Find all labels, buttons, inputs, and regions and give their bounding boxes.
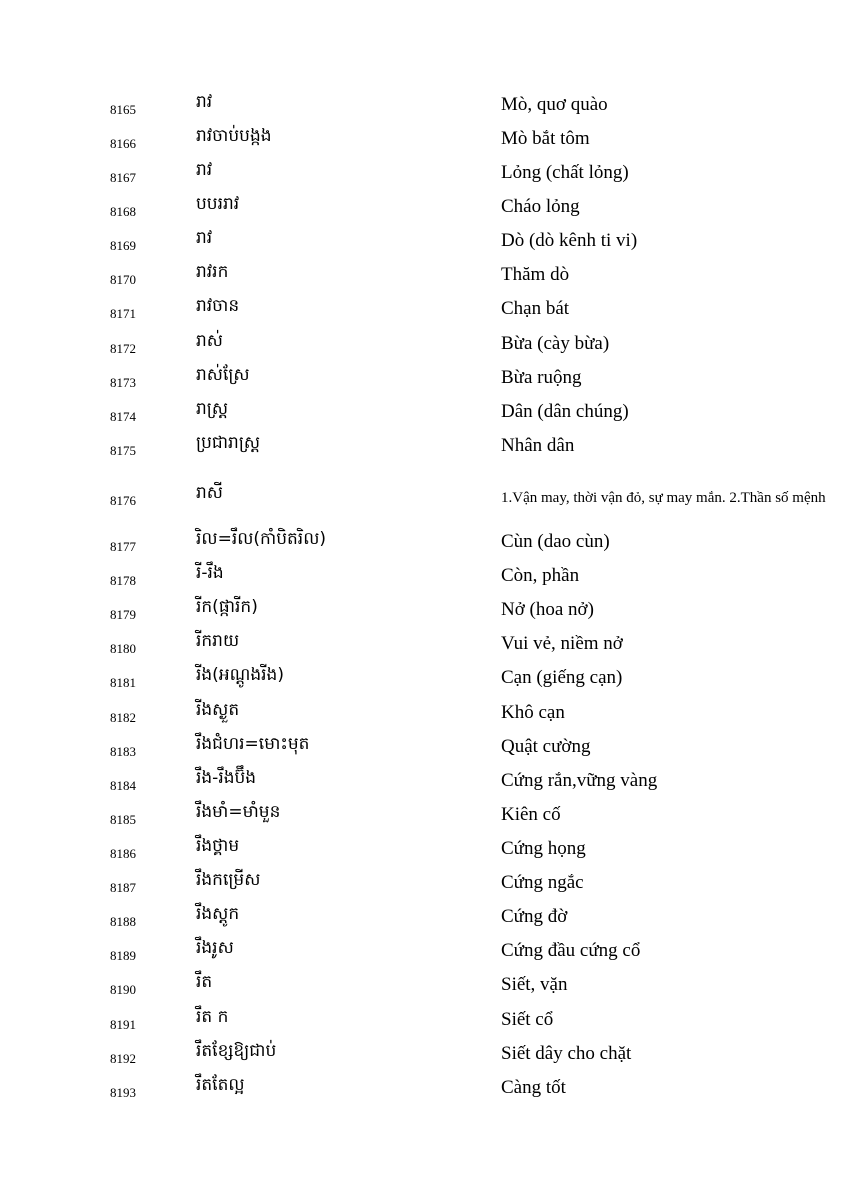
vietnamese-meaning: Siết cổ bbox=[501, 1009, 554, 1030]
vietnamese-meaning: Vui vẻ, niềm nở bbox=[501, 633, 623, 654]
entry-number: 8174 bbox=[110, 409, 136, 424]
entry-number: 8187 bbox=[110, 880, 136, 895]
khmer-word: រីងស្ងួត bbox=[196, 700, 240, 720]
vietnamese-meaning: Bừa ruộng bbox=[501, 367, 582, 388]
entry-number: 8185 bbox=[110, 812, 136, 827]
vietnamese-meaning: Còn, phần bbox=[501, 565, 580, 586]
vietnamese-meaning: Nhân dân bbox=[501, 435, 575, 456]
vietnamese-meaning: Nở (hoa nở) bbox=[501, 599, 594, 620]
entry-number: 8166 bbox=[110, 136, 136, 151]
table-row bbox=[0, 296, 848, 330]
table-row bbox=[0, 331, 848, 365]
khmer-word: រាស្ត្រ bbox=[196, 399, 229, 419]
entry-number: 8171 bbox=[110, 306, 136, 321]
entry-number: 8177 bbox=[110, 539, 136, 554]
vietnamese-meaning: Cứng họng bbox=[501, 838, 586, 859]
table-row bbox=[0, 904, 848, 938]
vietnamese-meaning: Mò, quơ quào bbox=[501, 94, 608, 115]
khmer-word: រាសី bbox=[196, 483, 223, 503]
entry-number: 8179 bbox=[110, 607, 136, 622]
vietnamese-meaning: Cứng đờ bbox=[501, 906, 568, 927]
entry-number: 8180 bbox=[110, 641, 136, 656]
khmer-word: រាវចាប់បង្កង bbox=[196, 126, 272, 146]
table-row bbox=[0, 1075, 848, 1109]
entry-number: 8176 bbox=[110, 493, 136, 508]
khmer-word: រឹតតែល្អ bbox=[196, 1075, 245, 1095]
table-row bbox=[0, 734, 848, 768]
table-row bbox=[0, 563, 848, 597]
table-row bbox=[0, 768, 848, 802]
vietnamese-meaning: Cạn (giếng cạn) bbox=[501, 667, 623, 688]
vietnamese-meaning: Lỏng (chất lỏng) bbox=[501, 162, 629, 183]
khmer-word: រឹង-រឹងប៊ឹង bbox=[196, 768, 257, 788]
table-row bbox=[0, 972, 848, 1006]
khmer-word: រឹត ក bbox=[196, 1007, 229, 1027]
entry-number: 8169 bbox=[110, 238, 136, 253]
entry-number: 8178 bbox=[110, 573, 136, 588]
table-row bbox=[0, 836, 848, 870]
table-row bbox=[0, 92, 848, 126]
entry-number: 8183 bbox=[110, 744, 136, 759]
table-row bbox=[0, 194, 848, 228]
vietnamese-meaning: Thăm dò bbox=[501, 264, 570, 285]
vietnamese-meaning: Chạn bát bbox=[501, 298, 570, 319]
table-row bbox=[0, 1007, 848, 1041]
entry-number: 8190 bbox=[110, 982, 136, 997]
khmer-word: រីក(ផ្ការីក) bbox=[196, 597, 258, 617]
table-row bbox=[0, 228, 848, 262]
khmer-word: ប្រជារាស្ត្រ bbox=[196, 433, 261, 453]
entry-number: 8175 bbox=[110, 443, 136, 458]
entry-number: 8193 bbox=[110, 1085, 136, 1100]
khmer-word: រឹត bbox=[196, 972, 213, 992]
khmer-word: រាវចាន bbox=[196, 296, 240, 316]
khmer-word: រឹងជំហរ=មោះមុត bbox=[196, 734, 310, 754]
khmer-word: បបររាវ bbox=[196, 194, 240, 214]
vietnamese-meaning: Quật cường bbox=[501, 736, 591, 757]
entry-number: 8192 bbox=[110, 1051, 136, 1066]
khmer-word: រាវ bbox=[196, 160, 213, 180]
table-row bbox=[0, 365, 848, 399]
vietnamese-meaning: Mò bắt tôm bbox=[501, 128, 590, 149]
khmer-word: រឹងរូស bbox=[196, 938, 234, 958]
khmer-word: រី-រឹង bbox=[196, 563, 224, 583]
vietnamese-meaning: Siết dây cho chặt bbox=[501, 1043, 632, 1064]
table-row bbox=[0, 802, 848, 836]
table-row bbox=[0, 483, 848, 517]
table-row bbox=[0, 433, 848, 467]
table-row bbox=[0, 1041, 848, 1075]
table-row bbox=[0, 631, 848, 665]
khmer-word: រឹងស្តូក bbox=[196, 904, 240, 924]
entry-number: 8172 bbox=[110, 341, 136, 356]
table-row bbox=[0, 870, 848, 904]
vietnamese-meaning: Càng tốt bbox=[501, 1077, 566, 1098]
table-row bbox=[0, 399, 848, 433]
table-row bbox=[0, 160, 848, 194]
entry-number: 8173 bbox=[110, 375, 136, 390]
khmer-word: រិល=រឹល(កាំបិតរិល) bbox=[196, 529, 327, 549]
vietnamese-meaning: 1.Vận may, thời vận đỏ, sự may mắn. 2.Thần số mệnh bbox=[501, 490, 826, 506]
entry-number: 8165 bbox=[110, 102, 136, 117]
entry-number: 8182 bbox=[110, 710, 136, 725]
vietnamese-meaning: Cứng rắn,vững vàng bbox=[501, 770, 658, 791]
khmer-word: រាវ bbox=[196, 228, 213, 248]
khmer-word: រាស់ bbox=[196, 331, 223, 351]
entry-number: 8181 bbox=[110, 675, 136, 690]
vietnamese-meaning: Kiên cố bbox=[501, 804, 561, 825]
khmer-word: រីករាយ bbox=[196, 631, 240, 651]
khmer-word: រាវរក bbox=[196, 262, 229, 282]
table-row bbox=[0, 938, 848, 972]
entry-number: 8184 bbox=[110, 778, 136, 793]
khmer-word: រឹងកម្រើស bbox=[196, 870, 261, 890]
khmer-word: រាវ bbox=[196, 92, 213, 112]
table-row bbox=[0, 529, 848, 563]
entry-number: 8168 bbox=[110, 204, 136, 219]
table-row bbox=[0, 700, 848, 734]
vietnamese-meaning: Dân (dân chúng) bbox=[501, 401, 629, 422]
khmer-word: រឹតខ្សែឱ្យជាប់ bbox=[196, 1041, 277, 1061]
vietnamese-meaning: Dò (dò kênh ti vi) bbox=[501, 230, 638, 251]
vietnamese-meaning: Cháo lỏng bbox=[501, 196, 580, 217]
table-row bbox=[0, 262, 848, 296]
khmer-word: រឹងថ្គាម bbox=[196, 836, 240, 856]
entry-number: 8188 bbox=[110, 914, 136, 929]
vietnamese-meaning: Cứng đầu cứng cổ bbox=[501, 940, 641, 961]
khmer-word: រាស់ស្រែ bbox=[196, 365, 250, 385]
khmer-word: រឹងមាំ=មាំមួន bbox=[196, 802, 281, 822]
entry-number: 8170 bbox=[110, 272, 136, 287]
vietnamese-meaning: Cứng ngắc bbox=[501, 872, 584, 893]
entry-number: 8191 bbox=[110, 1017, 136, 1032]
khmer-word: រីង(អណ្តូងរីង) bbox=[196, 665, 284, 685]
table-row bbox=[0, 665, 848, 699]
entry-number: 8167 bbox=[110, 170, 136, 185]
table-row bbox=[0, 597, 848, 631]
vietnamese-meaning: Bừa (cày bừa) bbox=[501, 333, 610, 354]
entry-number: 8189 bbox=[110, 948, 136, 963]
table-row bbox=[0, 126, 848, 160]
entry-number: 8186 bbox=[110, 846, 136, 861]
vietnamese-meaning: Khô cạn bbox=[501, 702, 565, 723]
vietnamese-meaning: Cùn (dao cùn) bbox=[501, 531, 610, 552]
vietnamese-meaning: Siết, vặn bbox=[501, 974, 568, 995]
